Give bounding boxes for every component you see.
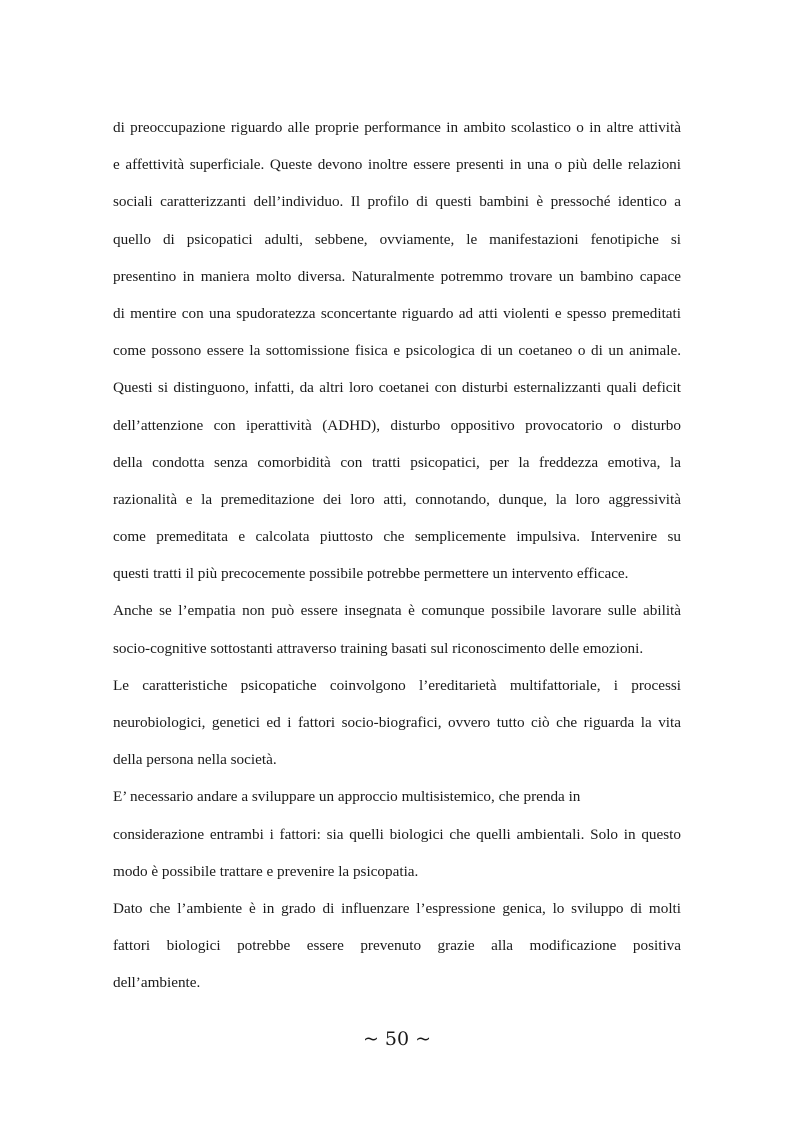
text-line: considerazione entrambi i fattori: sia quelli biologici che quelli ambientali. Solo in questo <box>113 825 681 843</box>
text-line: Questi si distinguono, infatti, da altri loro coetanei con disturbi esternalizzanti quali deficit <box>113 379 681 397</box>
text-line: della persona nella società. <box>113 751 277 769</box>
text-line: E’ necessario andare a sviluppare un approccio multisistemico, che prenda in <box>113 788 581 806</box>
text-line: di mentire con una spudoratezza sconcertante riguardo ad atti violenti e spesso premeditati <box>113 304 681 322</box>
text-line: Le caratteristiche psicopatiche coinvolgono l’ereditarietà multifattoriale, i processi <box>113 676 681 694</box>
text-line: fattori biologici potrebbe essere prevenuto grazie alla modificazione positiva <box>113 937 681 955</box>
text-line: razionalità e la premeditazione dei loro atti, connotando, dunque, la loro aggressività <box>113 490 681 508</box>
text-line: e affettività superficiale. Queste devono inoltre essere presenti in una o più delle relazioni <box>113 156 681 174</box>
text-line: come premeditata e calcolata piuttosto che semplicemente impulsiva. Intervenire su <box>113 528 681 546</box>
text-line: quello di psicopatici adulti, sebbene, ovviamente, le manifestazioni fenotipiche si <box>113 230 681 248</box>
text-line: come possono essere la sottomissione fisica e psicologica di un coetaneo o di un animale. <box>113 342 681 360</box>
text-line: dell’ambiente. <box>113 974 201 992</box>
text-line: socio-cognitive sottostanti attraverso training basati sul riconoscimento delle emozioni. <box>113 639 644 657</box>
document-body <box>113 109 681 1002</box>
page-number: ~ 50 ~ <box>362 1028 432 1050</box>
text-line: della condotta senza comorbidità con tratti psicopatici, per la freddezza emotiva, la <box>113 453 681 471</box>
text-line: questi tratti il più precocemente possibile potrebbe permettere un intervento efficace. <box>113 565 629 583</box>
text-line: di preoccupazione riguardo alle proprie performance in ambito scolastico o in altre attività <box>113 119 681 136</box>
text-line: Dato che l’ambiente è in grado di influenzare l’espressione genica, lo sviluppo di molti <box>113 899 681 917</box>
text-line: presentino in maniera molto diversa. Naturalmente potremmo trovare un bambino capace <box>113 267 681 285</box>
text-line: sociali caratterizzanti dell’individuo. Il profilo di questi bambini è pressoché identico a <box>113 193 681 211</box>
text-line: modo è possibile trattare e prevenire la psicopatia. <box>113 862 419 880</box>
text-line: dell’attenzione con iperattività (ADHD), disturbo oppositivo provocatorio o disturbo <box>113 416 681 434</box>
text-line: Anche se l’empatia non può essere insegnata è comunque possibile lavorare sulle abilità <box>113 602 681 620</box>
text-line: neurobiologici, genetici ed i fattori socio-biografici, ovvero tutto ciò che riguarda la vita <box>113 714 681 731</box>
